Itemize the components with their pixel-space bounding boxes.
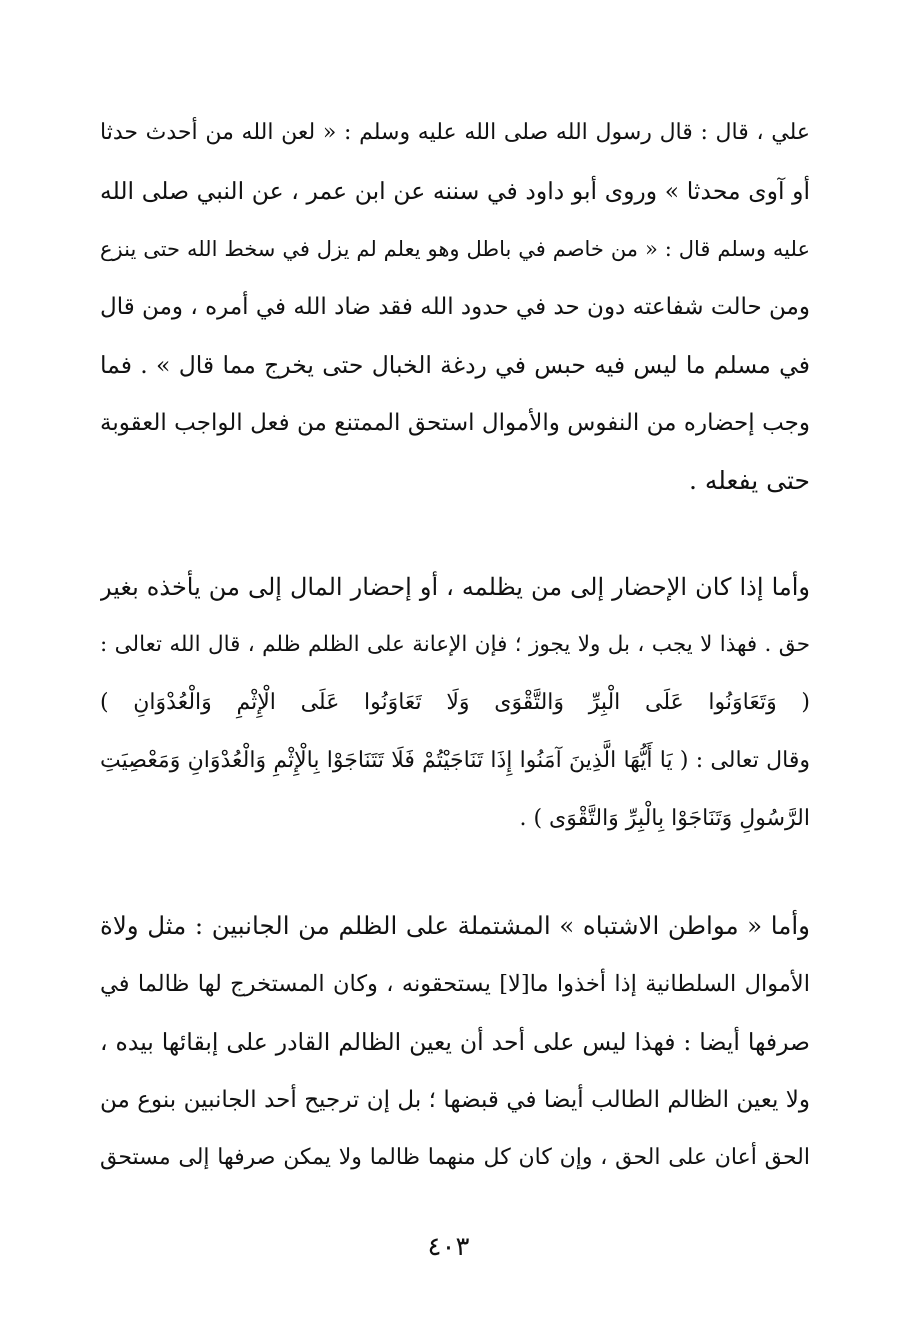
page-number: ٤٠٣	[427, 1232, 470, 1262]
text-line: صرفها أيضا : فهذا ليس على أحد أن يعين الظالم القادر على إبقائها بيده ،	[100, 1028, 810, 1056]
text-line: أو آوى محدثا » وروى أبو داود في سننه عن ابن عمر ، عن النبي صلى الله	[100, 177, 810, 205]
text-line: حتى يفعله .	[688, 466, 810, 495]
text-line: حق . فهذا لا يجب ، بل ولا يجوز ؛ فإن الإعانة على الظلم ظلم ، قال الله تعالى :	[100, 632, 810, 657]
paragraph-3	[100, 897, 810, 1187]
text-line: الأموال السلطانية إذا أخذوا ما[لا] يستحقونه ، وكان المستخرج لها ظالما في	[100, 971, 810, 997]
text-line: علي ، قال : قال رسول الله صلى الله عليه وسلم : « لعن الله من أحدث حدثا	[100, 120, 810, 145]
text-line: وجب إحضاره من النفوس والأموال استحق الممتنع من فعل الواجب العقوبة	[100, 410, 810, 436]
text-line: وأما « مواطن الاشتباه » المشتملة على الظلم من الجانبين : مثل ولاة	[100, 911, 810, 940]
text-line: الحق أعان على الحق ، وإن كان كل منهما ظالما ولا يمكن صرفها إلى مستحق	[100, 1145, 810, 1170]
paragraph-2	[100, 558, 810, 848]
text-line: ولا يعين الظالم الطالب أيضا في قبضها ؛ بل إن ترجيح أحد الجانبين بنوع من	[100, 1087, 810, 1113]
quran-verse-line: ( وَتَعَاوَنُوا عَلَى الْبِرِّ وَالتَّقْوَى وَلَا تَعَاوَنُوا عَلَى الْإِثْمِ وَالْعُدْوَانِ )	[100, 690, 810, 715]
text-line: ومن حالت شفاعته دون حد في حدود الله فقد ضاد الله في أمره ، ومن قال	[100, 294, 810, 320]
paragraph-1	[100, 104, 810, 510]
text-line: في مسلم ما ليس فيه حبس في ردغة الخبال حتى يخرج مما قال » . فما	[100, 351, 810, 379]
quran-verse-line: وقال تعالى : ( يَا أَيُّهَا الَّذِينَ آمَنُوا إِذَا تَنَاجَيْتُمْ فَلَا تَتَنَاجَوْا بِالْإِثْمِ وَالْعُدْوَانِ وَمَعْصِيَتِ	[100, 748, 810, 773]
text-line: عليه وسلم قال : « من خاصم في باطل وهو يعلم لم يزل في سخط الله حتى ينزع	[100, 237, 810, 261]
quran-verse-line: الرَّسُولِ وَتَنَاجَوْا بِالْبِرِّ وَالتَّقْوَى ) .	[519, 806, 810, 831]
text-line: وأما إذا كان الإحضار إلى من يظلمه ، أو إحضار المال إلى من يأخذه بغير	[100, 573, 810, 601]
